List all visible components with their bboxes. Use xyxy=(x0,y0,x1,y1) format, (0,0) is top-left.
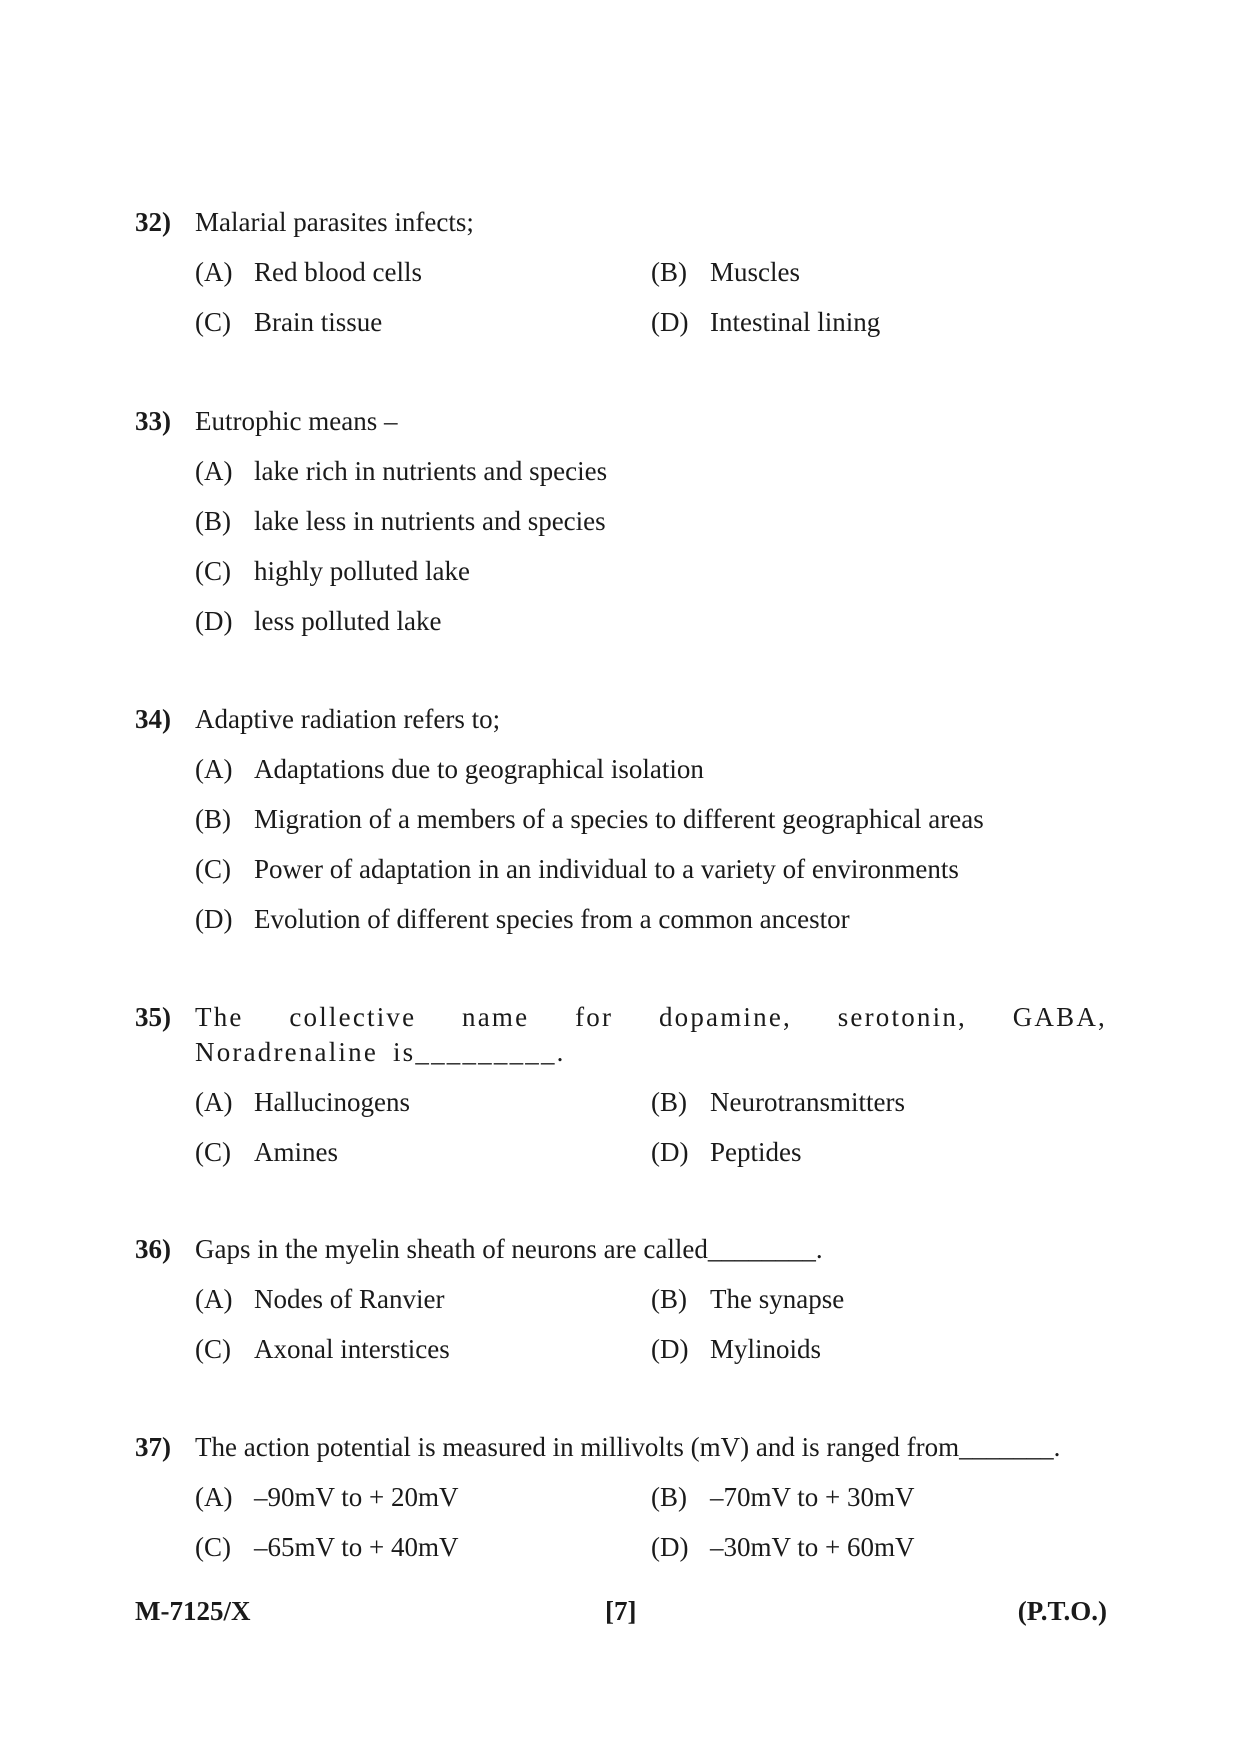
question-text: Gaps in the myelin sheath of neurons are called________. xyxy=(195,1234,823,1264)
question-number: 32) xyxy=(135,207,171,237)
option-text: Amines xyxy=(254,1137,338,1167)
option-letter: (B) xyxy=(195,506,231,536)
option-letter: (C) xyxy=(195,307,231,337)
option-d xyxy=(195,604,441,639)
option-letter: (B) xyxy=(651,1284,687,1314)
option-a xyxy=(195,1282,651,1317)
option-text: –30mV to + 60mV xyxy=(710,1532,915,1562)
option-letter: (D) xyxy=(651,1334,689,1364)
options-list xyxy=(195,752,1107,937)
option-d xyxy=(651,305,1107,340)
paper-code: M-7125/X xyxy=(135,1596,251,1626)
option-c xyxy=(195,305,651,340)
question-text: Adaptive radiation refers to; xyxy=(195,704,501,734)
option-text: Red blood cells xyxy=(254,257,422,287)
option-text: highly polluted lake xyxy=(254,556,470,586)
option-c xyxy=(195,554,470,589)
question-number: 35) xyxy=(135,1002,171,1032)
question-36 xyxy=(135,1232,1107,1367)
question-text: The collective name for dopamine, serotonin, GABA, Noradrenaline is_________. xyxy=(195,1002,1107,1067)
option-letter: (C) xyxy=(195,1137,231,1167)
question-number: 37) xyxy=(135,1432,171,1462)
option-letter: (A) xyxy=(195,754,233,784)
option-letter: (A) xyxy=(195,1284,233,1314)
option-c xyxy=(195,1332,651,1367)
option-c xyxy=(195,852,959,887)
option-c xyxy=(195,1135,651,1170)
option-a xyxy=(195,752,704,787)
option-text: The synapse xyxy=(710,1284,845,1314)
option-a xyxy=(195,255,651,290)
option-letter: (D) xyxy=(651,1532,689,1562)
option-text: Adaptations due to geographical isolation xyxy=(254,754,704,784)
question-number: 36) xyxy=(135,1234,171,1264)
option-b xyxy=(651,1480,1107,1515)
option-text: Power of adaptation in an individual to a variety of environments xyxy=(254,854,959,884)
question-header xyxy=(135,1000,1107,1070)
option-text: lake less in nutrients and species xyxy=(254,506,606,536)
option-letter: (A) xyxy=(195,257,233,287)
options-grid xyxy=(195,1480,1107,1565)
option-letter: (A) xyxy=(195,1482,233,1512)
option-d xyxy=(651,1332,1107,1367)
option-a xyxy=(195,1085,651,1120)
option-text: –65mV to + 40mV xyxy=(254,1532,459,1562)
option-d xyxy=(651,1135,1107,1170)
option-b xyxy=(195,504,606,539)
option-c xyxy=(195,1530,651,1565)
please-turn-over-note: (P.T.O.) xyxy=(1017,1596,1107,1626)
option-text: Evolution of different species from a common ancestor xyxy=(254,904,850,934)
option-text: Muscles xyxy=(710,257,800,287)
option-letter: (B) xyxy=(651,1482,687,1512)
options-grid xyxy=(195,255,1107,340)
option-b xyxy=(651,255,1107,290)
option-letter: (B) xyxy=(195,804,231,834)
option-letter: (D) xyxy=(651,1137,689,1167)
question-number: 34) xyxy=(135,704,171,734)
option-text: Nodes of Ranvier xyxy=(254,1284,445,1314)
options-list xyxy=(195,454,1107,639)
option-a xyxy=(195,454,607,489)
option-text: Hallucinogens xyxy=(254,1087,410,1117)
question-34 xyxy=(135,702,1107,937)
option-letter: (B) xyxy=(651,257,687,287)
option-text: Axonal interstices xyxy=(254,1334,450,1364)
page-footer xyxy=(135,1596,1107,1632)
question-header xyxy=(135,1430,1107,1465)
question-37 xyxy=(135,1430,1107,1565)
option-b xyxy=(651,1282,1107,1317)
page-number: [7] xyxy=(605,1596,637,1626)
question-35 xyxy=(135,1000,1107,1170)
option-letter: (B) xyxy=(651,1087,687,1117)
option-text: Intestinal lining xyxy=(710,307,881,337)
option-text: Migration of a members of a species to different geographical areas xyxy=(254,804,984,834)
question-text: Eutrophic means – xyxy=(195,406,398,436)
option-letter: (D) xyxy=(195,904,233,934)
option-letter: (C) xyxy=(195,1532,231,1562)
option-letter: (C) xyxy=(195,854,231,884)
option-text: Neurotransmitters xyxy=(710,1087,905,1117)
question-number: 33) xyxy=(135,406,171,436)
option-text: lake rich in nutrients and species xyxy=(254,456,608,486)
option-letter: (A) xyxy=(195,1087,233,1117)
option-text: –90mV to + 20mV xyxy=(254,1482,459,1512)
question-32 xyxy=(135,205,1107,340)
question-text: Malarial parasites infects; xyxy=(195,207,474,237)
question-header xyxy=(135,205,1107,240)
option-letter: (D) xyxy=(195,606,233,636)
option-text: Peptides xyxy=(710,1137,802,1167)
option-letter: (C) xyxy=(195,556,231,586)
option-text: –70mV to + 30mV xyxy=(710,1482,915,1512)
option-text: less polluted lake xyxy=(254,606,442,636)
option-letter: (D) xyxy=(651,307,689,337)
options-grid xyxy=(195,1085,1107,1170)
option-letter: (A) xyxy=(195,456,233,486)
option-text: Mylinoids xyxy=(710,1334,822,1364)
option-b xyxy=(651,1085,1107,1120)
question-header xyxy=(135,1232,1107,1267)
question-header xyxy=(135,702,1107,737)
option-b xyxy=(195,802,984,837)
question-33 xyxy=(135,404,1107,639)
option-d xyxy=(195,902,850,937)
option-a xyxy=(195,1480,651,1515)
question-text: The action potential is measured in millivolts (mV) and is ranged from_______. xyxy=(195,1432,1061,1462)
option-d xyxy=(651,1530,1107,1565)
question-header xyxy=(135,404,1107,439)
options-grid xyxy=(195,1282,1107,1367)
option-letter: (C) xyxy=(195,1334,231,1364)
option-text: Brain tissue xyxy=(254,307,383,337)
